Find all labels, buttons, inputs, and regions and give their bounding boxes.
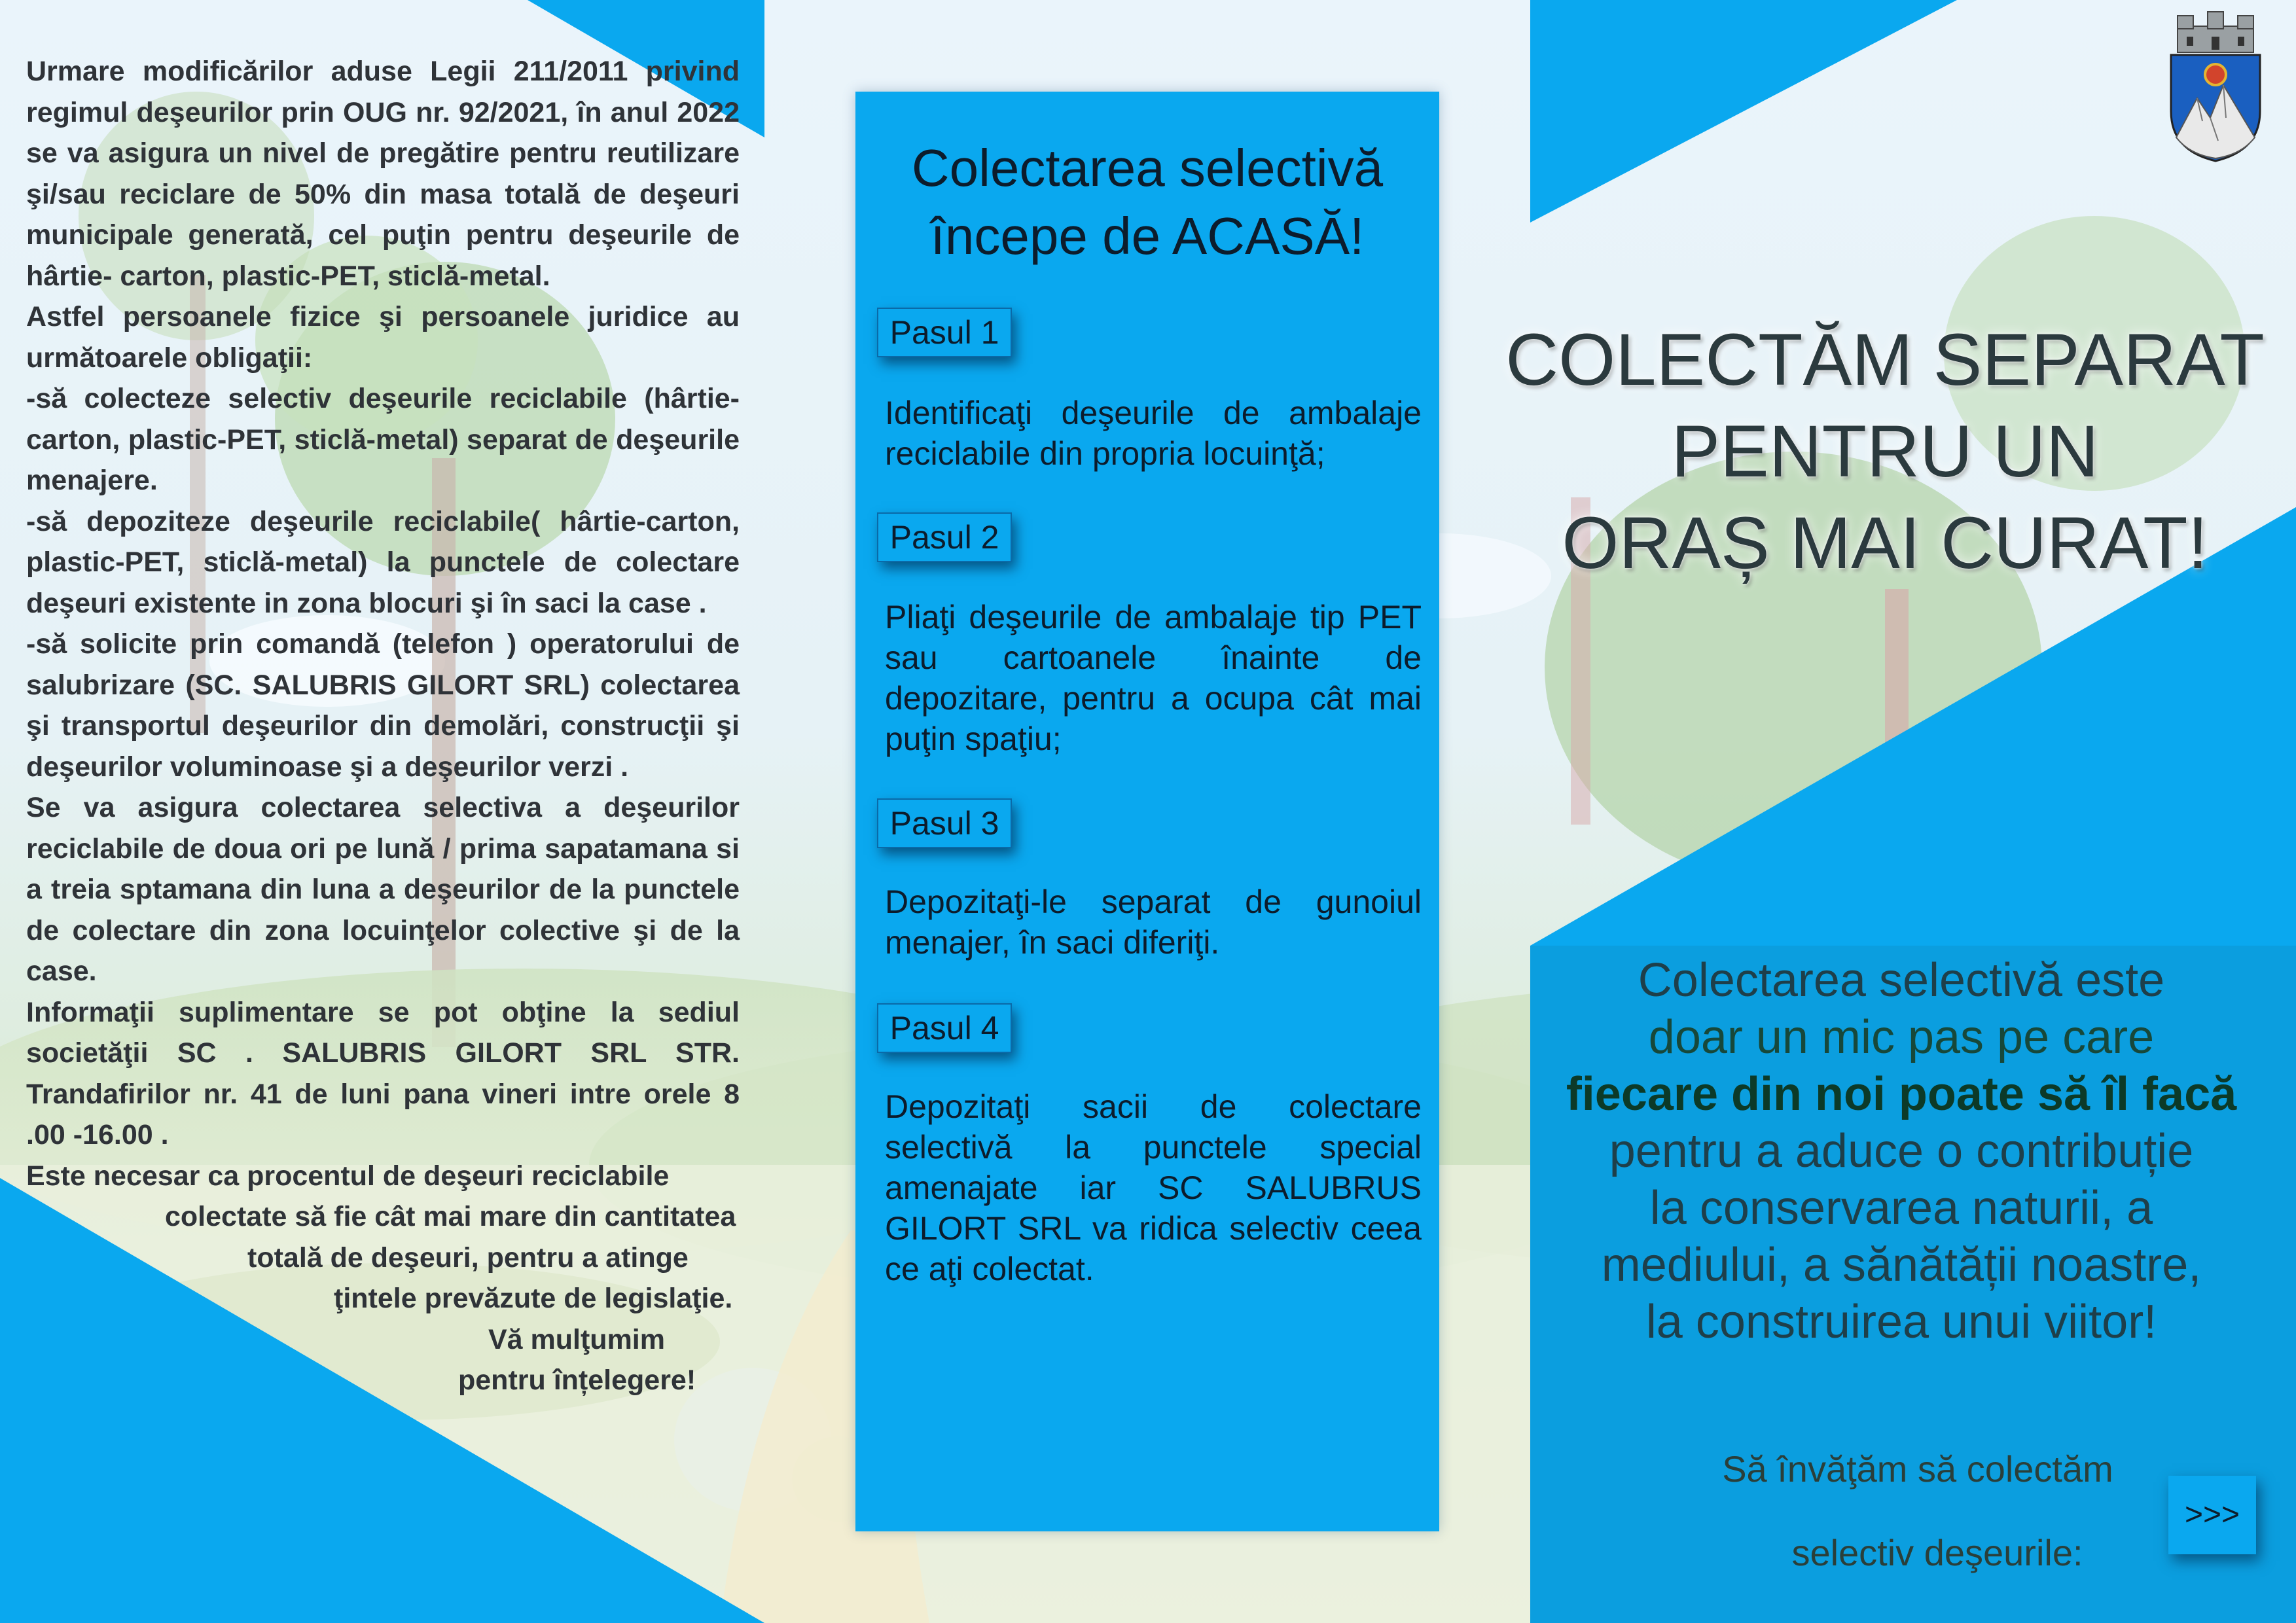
left-paragraph: Urmare modificărilor aduse Legii 211/2011 privind regimul deşeurilor prin OUG nr. 92/2021, în anul 2022 se va asigura un nivel de pregătire pentru reutilizare şi/sau reciclare de 50% din masa totală de deşeuri municipale generată, cel puţin pentru deşeurile de hârtie- carton, plastic-PET, sticlă-metal. bbox=[26, 56, 740, 292]
step-3-label: Pasul 3 bbox=[877, 798, 1012, 848]
step-1-label: Pasul 1 bbox=[877, 308, 1012, 357]
thanks-line: pentru înțelegere! bbox=[458, 1364, 696, 1396]
main-slogan: COLECTĂM SEPARAT PENTRU UN ORAȘ MAI CURAT! bbox=[1505, 319, 2265, 584]
steps-title: Colectarea selectivă începe de ACASĂ! bbox=[911, 139, 1384, 265]
thanks-line: Vă mulţumim bbox=[488, 1323, 665, 1355]
closing-line: Este necesar ca procentul de deşeuri reciclabile bbox=[26, 1160, 670, 1192]
closing-line: ţintele prevăzute de legislaţie. bbox=[334, 1283, 733, 1314]
closing-line: totală de deşeuri, pentru a atinge bbox=[247, 1241, 689, 1274]
left-paragraph: -să colecteze selectiv deşeurile reciclabile (hârtie-carton, plastic-PET, sticlă-metal) separat de deşeurile menajere. bbox=[26, 383, 740, 496]
left-info-text bbox=[26, 51, 740, 1401]
step-2-text: Pliaţi deşeurile de ambalaje tip PET sau cartoanele înainte de depozitare, pentru a ocupa cât mai puţin spaţiu; bbox=[885, 599, 1422, 757]
city-coat-of-arms-icon bbox=[2163, 7, 2268, 164]
left-paragraph: -să depoziteze deşeurile reciclabile( hârtie-carton, plastic-PET, sticlă-metal) la punctele de colectare deşeuri existente in zona blocuri şi în saci la case . bbox=[26, 505, 740, 619]
step-4-text: Depozitaţi sacii de colectare selectivă la punctele special amenajate iar SC SALUBRUS GILORT SRL va ridica selectiv ceea ce aţi colectat. bbox=[885, 1088, 1422, 1287]
motivational-quote: Colectarea selectivă este doar un mic pas pe care fiecare din noi poate să îl facă pentru a aduce o contribuție la conservarea naturii, a mediului, a sănătății noastre, la construirea unui viitor! bbox=[1566, 954, 2237, 1348]
left-paragraph: Astfel persoanele fizice şi persoanele juridice au următoarele obligaţii: bbox=[26, 301, 740, 374]
step-4-label: Pasul 4 bbox=[877, 1003, 1012, 1053]
left-paragraph: Informaţii suplimentare se pot obţine la sediul societăţii SC . SALUBRIS GILORT SRL STR. Trandafirilor nr. 41 de luni pana vineri intre orele 8 .00 -16.00 . bbox=[26, 996, 740, 1150]
footer-line-2: selectiv deşeurile: bbox=[1791, 1532, 2083, 1573]
next-page-button[interactable]: >>> bbox=[2168, 1476, 2256, 1554]
step-1-text: Identificaţi deşeurile de ambalaje reciclabile din propria locuinţă; bbox=[885, 395, 1422, 472]
step-3-text: Depozitaţi-le separat de gunoiul menajer, în saci diferiţi. bbox=[885, 883, 1422, 961]
left-paragraph: -să solicite prin comandă (telefon ) operatorului de salubrizare (SC. SALUBRIS GILORT SRL) colectarea şi transportul deşeurilor din demolări, construcţii şi deşeurilor voluminoase şi a deşeurilor verzi . bbox=[26, 628, 740, 783]
left-paragraph: Se va asigura colectarea selectiva a deşeurilor reciclabile de doua ori pe lună / prima sapatamana si a treia sptamana din luna a deşeurilor de la punctele de colectare din zona locuinţelor colective şi de la case. bbox=[26, 792, 740, 987]
step-2-label: Pasul 2 bbox=[877, 512, 1012, 562]
footer-line-1: Să învăţăm să colectăm bbox=[1722, 1448, 2113, 1489]
closing-line: colectate să fie cât mai mare din cantitatea bbox=[165, 1201, 736, 1232]
